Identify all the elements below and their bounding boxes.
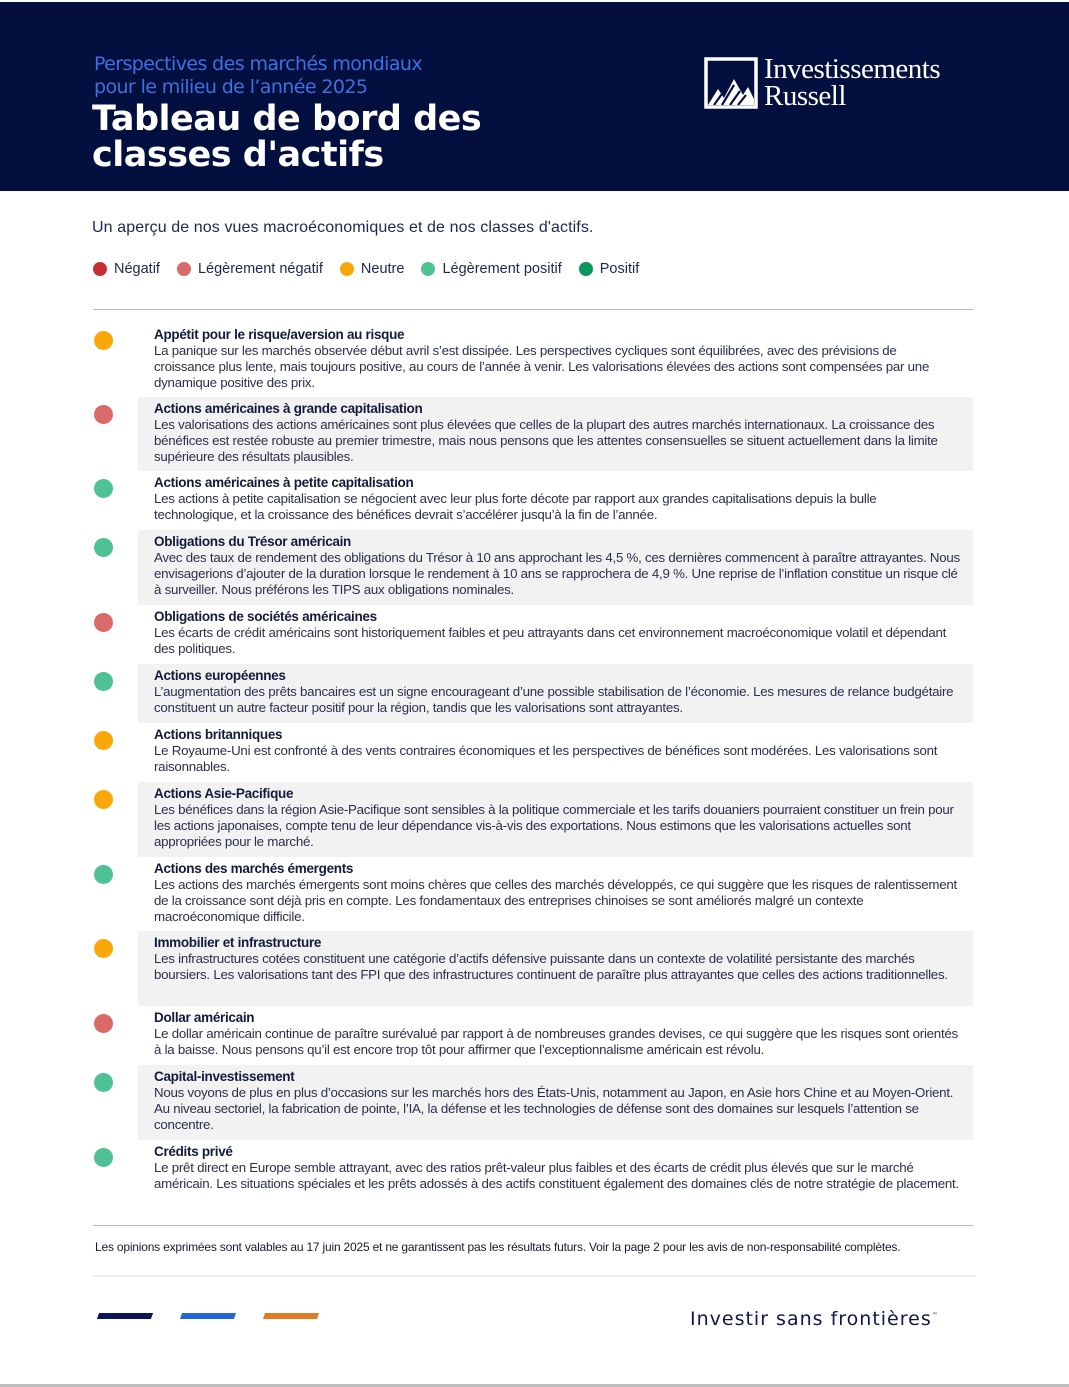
asset-row <box>93 1065 973 1140</box>
asset-description: Le prêt direct en Europe semble attrayant, avec des ratios prêt-valeur plus faibles et des écarts de crédit plus élevés que sur le marché américain. Les situations spéciales et les prêts adossés à des actifs constituent également des domaines clés de notre stratégie de placement. <box>154 1160 959 1191</box>
page-title <box>92 101 532 173</box>
asset-description: Le Royaume-Uni est confronté à des vents contraires économiques et les perspectives de bénéfices sont modérées. Les valorisations sont raisonnables. <box>154 743 938 774</box>
asset-row <box>93 1140 973 1214</box>
asset-row <box>93 397 973 471</box>
asset-row <box>93 931 973 1006</box>
asset-description: Les bénéfices dans la région Asie-Pacifique sont sensibles à la politique commerciale et les tarifs douaniers pourraient constituer un frein pour les actions japonaises, compte tenu de leur dépendance vis-à-vis des exportations. Nous estimons que les valorisations actuelles sont appropriées pour le marché. <box>154 802 954 849</box>
trademark-symbol: ™ <box>931 1312 938 1319</box>
tagline-text: Investir sans frontières <box>690 1308 932 1330</box>
asset-description: Les infrastructures cotées constituent une catégorie d’actifs défensive puissante dans un contexte de volatilité persistante des marchés boursiers. Les valorisations tant des FPI que des infrastructures continuent de paraître plus attrayantes que celles des actions traditionnelles. <box>154 951 948 982</box>
positive-dot-icon <box>579 262 593 276</box>
asset-description: La panique sur les marchés observée début avril s’est dissipée. Les perspectives cycliques sont équilibrées, avec des prévisions de croissance plus lente, mais toujours positive, au cours de l’année à venir. Les valorisations élevées des actions sont compensées par une dynamique positive des prix. <box>154 343 930 390</box>
asset-description: Les actions des marchés émergents sont moins chères que celles des marchés développés, ce qui suggère que les risques de ralentissement de la croissance sont déjà pris en compte. Les fondamentaux des entreprises chinoises se sont améliorés malgré un contexte macroéconomique difficile. <box>154 877 957 924</box>
asset-description: Nous voyons de plus en plus d’occasions sur les marchés hors des États-Unis, notamment au Japon, en Asie hors Chine et au Moyen-Orient. Au niveau sectoriel, la fabrication de pointe, l’IA, la défense et les technologies de défense sont des domaines sur lesquels l’attention se concentre. <box>154 1085 954 1132</box>
asset-description: Les écarts de crédit américains sont historiquement faibles et peu attrayants dans cet environnement macroéconomique volatil et dépendant des politiques. <box>154 625 947 656</box>
logo-line-1: Investissements <box>764 53 941 85</box>
brand-stripe-orange <box>263 1313 319 1319</box>
kicker-line-2: pour le milieu de l’année 2025 <box>94 76 368 98</box>
brand-stripe-navy <box>97 1313 153 1319</box>
slightly-positive-dot-icon <box>94 865 113 884</box>
tagline <box>690 1308 938 1330</box>
asset-description: Les valorisations des actions américaines sont plus élevées que celles de la plupart des autres marchés internationaux. La croissance des bénéfices est restée robuste au premier trimestre, mais nous pensons que les attentes consensuelles se situent actuellement dans la limite supérieure des résultats plausibles. <box>154 417 938 464</box>
asset-row <box>93 857 973 931</box>
title-line-2: classes d'actifs <box>92 135 384 175</box>
asset-name: Actions américaines à petite capitalisation <box>154 475 414 490</box>
divider <box>93 309 973 310</box>
asset-description: Le dollar américain continue de paraître surévalué par rapport à de nombreuses grandes devises, ce qui suggère que les risques sont orientés à la baisse. Nous pensons qu’il est encore trop tôt pour affirmer que l’exceptionnalisme américain est révolu. <box>154 1026 958 1057</box>
negative-dot-icon <box>93 262 107 276</box>
asset-name: Actions des marchés émergents <box>154 861 354 876</box>
logo-wordmark <box>764 53 941 112</box>
legend-label: Négatif <box>114 261 160 277</box>
slightly-positive-dot-icon <box>94 538 113 557</box>
slightly-positive-dot-icon <box>421 262 435 276</box>
asset-name: Dollar américain <box>154 1010 255 1025</box>
title-line-1: Tableau de bord des <box>92 99 482 139</box>
neutral-dot-icon <box>94 731 113 750</box>
slightly-negative-dot-icon <box>94 405 113 424</box>
neutral-dot-icon <box>340 262 354 276</box>
neutral-dot-icon <box>94 790 113 809</box>
logo-line-2: Russell <box>764 80 846 112</box>
asset-name: Appétit pour le risque/aversion au risque <box>154 327 405 342</box>
legend-label: Positif <box>599 261 640 277</box>
slightly-negative-dot-icon <box>177 262 191 276</box>
legend-item-legerement-positif <box>421 261 561 277</box>
brand-stripe-blue <box>180 1313 236 1319</box>
legend-item-neutre <box>340 261 405 277</box>
asset-class-list <box>93 323 973 1214</box>
asset-name: Crédits privé <box>154 1144 233 1159</box>
asset-name: Obligations du Trésor américain <box>154 534 352 549</box>
asset-row <box>93 605 973 664</box>
legend-item-positif <box>579 261 640 277</box>
legend-item-legerement-negatif <box>177 261 323 277</box>
report-kicker <box>94 53 514 99</box>
legend-label: Légèrement positif <box>442 261 562 277</box>
header-banner <box>0 2 1069 191</box>
mountain-square-icon <box>704 57 758 109</box>
asset-row <box>93 530 973 605</box>
slightly-negative-dot-icon <box>94 1014 113 1033</box>
intro-text: Un aperçu de nos vues macroéconomiques et de nos classes d'actifs. <box>92 219 594 236</box>
legend <box>93 261 656 277</box>
disclaimer-text: Les opinions exprimées sont valables au 17 juin 2025 et ne garantissent pas les résultats futurs. Voir la page 2 pour les avis de non-responsabilité complètes. <box>95 1240 901 1254</box>
asset-row <box>93 664 973 723</box>
asset-description: Les actions à petite capitalisation se négocient avec leur plus forte décote par rapport aux grandes capitalisations depuis la bulle technologique, et la croissance des bénéfices devrait s’accélérer jusqu’à la fin de l’année. <box>154 491 877 522</box>
asset-name: Actions britanniques <box>154 727 283 742</box>
neutral-dot-icon <box>94 939 113 958</box>
asset-description: Avec des taux de rendement des obligations du Trésor à 10 ans approchant les 4,5 %, ces dernières commencent à paraître attrayantes. Nous envisagerions d’ajouter de la duration lorsque le rendement à 10 ans se rapprochera de 4,9 %. Une reprise de l’inflation constitue un risque clé à surveiller. Nous préférons les TIPS aux obligations nominales. <box>154 550 960 597</box>
slightly-positive-dot-icon <box>94 1073 113 1092</box>
asset-row <box>93 471 973 530</box>
legend-item-negatif <box>93 261 160 277</box>
asset-name: Obligations de sociétés américaines <box>154 609 377 624</box>
divider <box>93 1225 973 1226</box>
asset-row <box>93 323 973 397</box>
asset-row <box>93 782 973 857</box>
neutral-dot-icon <box>94 331 113 350</box>
legend-label: Neutre <box>360 261 405 277</box>
asset-description: L’augmentation des prêts bancaires est un signe encourageant d’une possible stabilisation de l’économie. Les mesures de relance budgétaire constituent un autre facteur positif pour la région, tandis que les valorisations sont attrayantes. <box>154 684 954 715</box>
asset-name: Actions américaines à grande capitalisation <box>154 401 423 416</box>
slightly-positive-dot-icon <box>94 672 113 691</box>
slightly-positive-dot-icon <box>94 479 113 498</box>
slightly-negative-dot-icon <box>94 613 113 632</box>
russell-logo <box>704 53 941 112</box>
legend-label: Légèrement négatif <box>197 261 323 277</box>
asset-name: Actions Asie-Pacifique <box>154 786 294 801</box>
asset-name: Capital-investissement <box>154 1069 295 1084</box>
asset-row <box>93 1006 973 1065</box>
asset-row <box>93 723 973 782</box>
asset-name: Immobilier et infrastructure <box>154 935 322 950</box>
asset-name: Actions européennes <box>154 668 286 683</box>
slightly-positive-dot-icon <box>94 1148 113 1167</box>
kicker-line-1: Perspectives des marchés mondiaux <box>94 53 422 75</box>
divider <box>93 1275 976 1277</box>
